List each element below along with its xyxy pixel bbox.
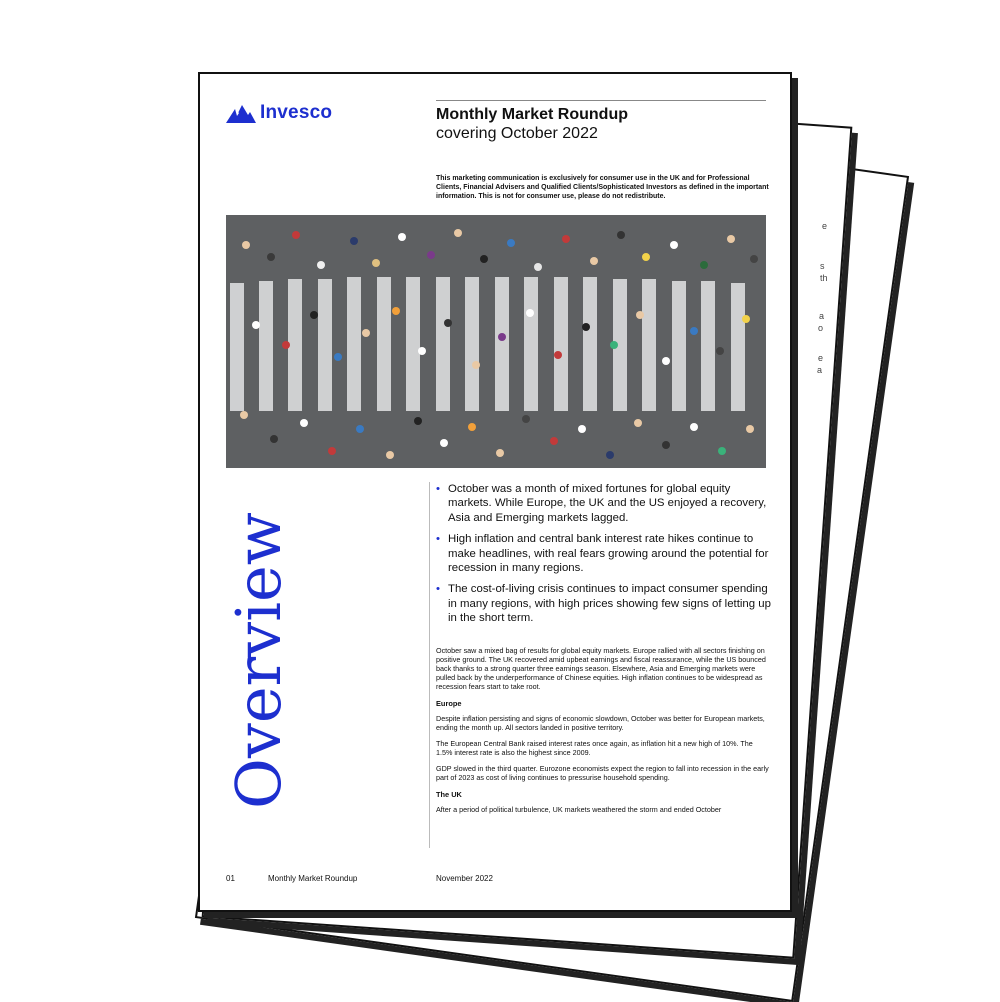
- ghost-fragment: a: [817, 365, 823, 375]
- body-text: [436, 646, 771, 821]
- page-title: Monthly Market Roundup: [436, 106, 628, 123]
- footer-page-number: 01: [226, 874, 235, 883]
- uk-paragraph: After a period of political turbulence, UK markets weathered the storm and ended October: [436, 805, 722, 814]
- ghost-fragment: e: [818, 353, 824, 363]
- intro-paragraph: October saw a mixed bag of results for global equity markets. Europe rallied with all sectors finishing on positive ground. The UK recovered amid upbeat earnings and fiscal reassurance, while the US bounced back thanks to a strong quarter three earnings season. Elsewhere, Asia and Emerging markets were pulled back by the underperformance of Chinese equities. High inflation continues to be widespread as recession fears start to take root.: [436, 646, 766, 691]
- europe-heading: Europe: [436, 699, 462, 708]
- footer-date: November 2022: [436, 874, 493, 883]
- column-divider: [429, 482, 430, 848]
- europe-paragraph: The European Central Bank raised interest rates once again, as inflation hit a new high of 10%. The 1.5% interest rate is also the highest since 2009.: [436, 739, 753, 757]
- mountain-logo-icon: [226, 103, 256, 123]
- title-rule: [436, 100, 766, 101]
- europe-paragraph: Despite inflation persisting and signs of economic slowdown, October was better for European markets, ending the month up. All sectors landed in positive territory.: [436, 714, 765, 732]
- ghost-fragment: o: [818, 323, 824, 333]
- ghost-fragment: s: [820, 261, 825, 271]
- invesco-logo: [226, 102, 332, 124]
- crosswalk-image-icon: [226, 215, 766, 468]
- ghost-fragment: e: [822, 221, 828, 231]
- brand-name: Invesco: [260, 102, 333, 123]
- bullet-item: • High inflation and central bank interest rate hikes continue to make headlines, with real fears growing around the potential for recession in many regions.: [436, 532, 771, 575]
- europe-paragraph: GDP slowed in the third quarter. Eurozone economists expect the region to fall into recession in the early part of 2023 as cost of living continues to pressurise household spending.: [436, 764, 769, 782]
- summary-bullets: [436, 482, 771, 633]
- bullet-item: • October was a month of mixed fortunes for global equity markets. While Europe, the UK and the US enjoyed a recovery, Asia and Emerging markets lagged.: [436, 482, 771, 525]
- crowd-crosswalk-photo: [226, 215, 766, 468]
- document-page: [198, 72, 792, 912]
- bullet-item: • The cost-of-living crisis continues to impact consumer spending in many regions, with high prices showing few signs of letting up in the short term.: [436, 582, 771, 625]
- disclaimer-text: This marketing communication is exclusively for consumer use in the UK and for Professional Clients, Financial Advisers and Qualified Clients/Sophisticated Investors as defined in the important information. This is not for consumer use, please do not redistribute.: [436, 175, 769, 200]
- overview-heading: Overview: [222, 512, 295, 809]
- ghost-fragment: th: [820, 273, 828, 283]
- uk-heading: The UK: [436, 790, 462, 799]
- page-subtitle: covering October 2022: [436, 125, 598, 142]
- ghost-fragment: a: [819, 311, 825, 321]
- footer-doc-title: Monthly Market Roundup: [268, 874, 358, 883]
